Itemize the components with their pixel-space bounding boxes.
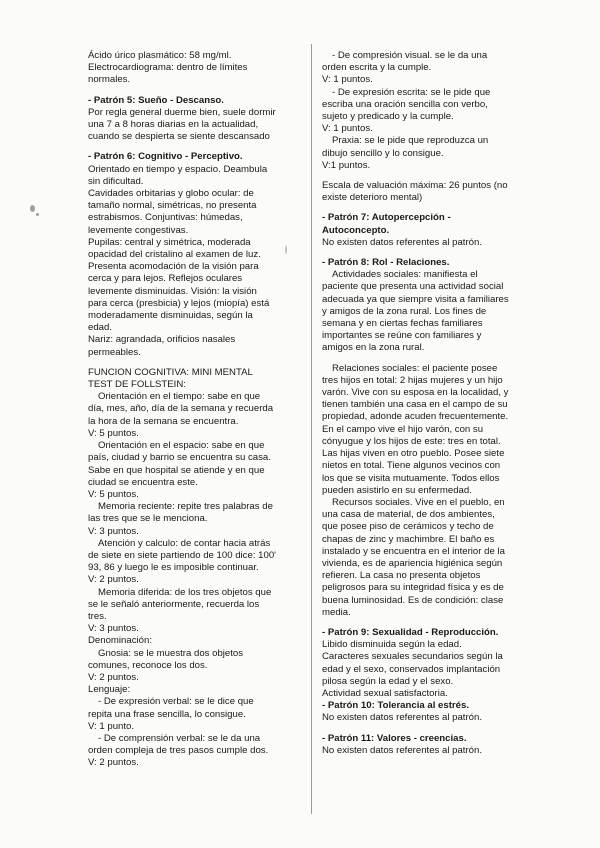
left-column [88, 50, 296, 770]
text-line: No existen datos referentes al patrón. [322, 712, 482, 724]
paragraph-gap [322, 249, 530, 257]
text-line: estrabismos. Conjuntivas: húmedas, [88, 212, 243, 224]
text-line: Denominación: [88, 635, 152, 647]
text-line: orden escrita y la cumple. [322, 62, 432, 74]
text-line: comunes, reconoce los dos. [88, 659, 208, 671]
text-line: Presenta acomodación de la visión para [88, 261, 259, 273]
text-line: Actividades sociales: manifiesta el [332, 269, 478, 281]
text-line: Memoria diferida: de los tres objetos que [98, 586, 272, 598]
text-line: edad y el sexo, conservados implantación [322, 663, 501, 675]
text-line: - De comprensión verbal: se le da una [98, 732, 261, 744]
text-line: de siete en siete partiendo de 100 dice: 100' [88, 549, 276, 561]
text-line: propiedad, adonde acuden frecuentemente. [322, 411, 509, 423]
text-line: Ácido úrico plasmático: 58 mg/ml. [88, 50, 232, 61]
text-line: una 7 a 8 horas diarias en la actualidad, [88, 119, 259, 131]
text-line: V: 3 puntos. [88, 525, 139, 537]
text-line: V: 1 puntos. [322, 74, 373, 86]
text-line: TEST DE FOLLSTEIN: [88, 379, 186, 391]
text-line: buena luminosidad. Es de condición: clase [322, 594, 504, 606]
text-line: Praxia: se le pide que reproduzca un [332, 135, 489, 147]
text-line: normales. [88, 74, 131, 86]
text-line: No existen datos referentes al patrón. [322, 744, 482, 756]
text-line: los que se visita mutuamente. Todos ellos [322, 472, 500, 484]
text-line: Orientado en tiempo y espacio. Deambula [88, 163, 268, 175]
section-heading: - Patrón 9: Sexualidad - Reproducción. [322, 626, 499, 638]
text-line: 93, 86 y luego le es imposible continuar. [88, 562, 259, 574]
text-line: Cavidades orbitarias y globo ocular: de [88, 188, 254, 200]
text-line: levemente disminuidas. Visión: la visión [88, 285, 257, 297]
text-line: sujeto y predicado y la cumple. [322, 111, 454, 123]
text-line: tamaño normal, simétricas, no presenta [88, 200, 257, 212]
text-line: V: 3 puntos. [88, 623, 139, 635]
text-line: FUNCION COGNITIVA: MINI MENTAL [88, 366, 253, 378]
text-line: Nariz: agrandada, orificios nasales [88, 334, 236, 346]
right-column [322, 50, 530, 757]
paragraph-gap [88, 359, 296, 367]
text-line: tienen también una casa en el campo de su [322, 399, 508, 411]
text-line: país, ciudad y barrio se encuentra su casa. [88, 452, 271, 464]
text-line: V: 2 puntos. [88, 757, 139, 769]
text-line: Escala de valuación máxima: 26 puntos (no [322, 180, 508, 192]
text-line: sin dificultad. [88, 175, 144, 187]
text-line: cuando se despierta se siente descansado [88, 131, 270, 143]
text-line: instalado y se encuentra en el interior de la [322, 545, 505, 557]
text-line: tres hijos en total: 2 hijas mujeres y un hijo [322, 374, 503, 386]
text-line: Lenguaje: [88, 684, 131, 696]
text-line: tres. [88, 610, 107, 622]
text-line: Orientación en el espacio: sabe en que [98, 440, 265, 452]
text-line: - De expresión verbal: se le dice que [98, 696, 254, 708]
section-heading: - Patrón 7: Autopercepción - [322, 212, 451, 224]
text-line: Sabe en que hospital se atiende y en que [88, 464, 265, 476]
text-line: cerca y para lejos. Reflejos oculares [88, 273, 243, 285]
text-line: Orientación en el tiempo: sabe en que [98, 391, 261, 403]
text-line: V: 1 puntos. [322, 123, 373, 135]
text-line: amigos en la zona rural. [322, 342, 425, 354]
text-line: V: 1 punto. [88, 720, 135, 732]
text-line: pueden asistirlo en su enfermedad. [322, 484, 472, 496]
text-line: día, mes, año, día de la semana y recuerda [88, 403, 274, 415]
text-line: semana y en ciertas fechas familiares [322, 318, 483, 330]
text-line: Actividad sexual satisfactoria. [322, 687, 448, 699]
text-line: moderadamente disminuidas, según la [88, 310, 253, 322]
text-line: existe deterioro mental) [322, 192, 423, 204]
text-line: orden compleja de tres pasos cumple dos. [88, 745, 269, 757]
text-line: permeables. [88, 346, 141, 358]
text-line: peligrosos para su integridad física y es de [322, 582, 504, 594]
paragraph-gap [88, 143, 296, 151]
text-line: - De compresión visual. se le da una [332, 50, 488, 61]
text-line: y amigos de la zona rural. Los fines de [322, 305, 487, 317]
text-line: V: 5 puntos. [88, 427, 139, 439]
scan-speck [285, 245, 287, 254]
text-line: Caracteres sexuales secundarios según la [322, 651, 503, 663]
text-line: Memoria reciente: repite tres palabras de [98, 501, 273, 513]
text-line: cónyugue y los hijos de este: tres en total. [322, 435, 501, 447]
paragraph-gap [322, 172, 530, 180]
section-heading: - Patrón 11: Valores - creencias. [322, 732, 467, 744]
text-line: vivienda, es de apariencia higiénica según [322, 557, 503, 569]
text-line: levemente congestivas. [88, 224, 189, 236]
text-line: se le señaló anteriormente, recuerda los [88, 598, 260, 610]
text-line: V: 2 puntos. [88, 574, 139, 586]
text-line: edad. [88, 322, 113, 334]
paragraph-gap [322, 204, 530, 212]
text-line: - De expresión escrita: se le pide que [332, 86, 491, 98]
section-heading: Autoconcepto. [322, 224, 390, 236]
text-line: pilosa según la edad y el sexo. [322, 675, 454, 687]
paragraph-gap [322, 725, 530, 733]
text-line: Por regla general duerme bien, suele dormir [88, 106, 276, 118]
text-line: Recursos sociales. Vive en el pueblo, en [332, 496, 505, 508]
text-line: la hora de la semana se encuentra. [88, 415, 239, 427]
paragraph-gap [322, 355, 530, 363]
section-heading: - Patrón 5: Sueño - Descanso. [88, 94, 224, 106]
text-line: Relaciones sociales: el paciente posee [332, 362, 498, 374]
scan-speck [30, 205, 35, 212]
text-line: Pupilas: central y simétrica, moderada [88, 236, 251, 248]
text-line: dibujo sencillo y lo consigue. [322, 147, 444, 159]
text-line: varón. Vive con su esposa en la localidad, y [322, 387, 509, 399]
text-line: una casa de material, de dos ambientes, [322, 509, 495, 521]
paragraph-gap [88, 87, 296, 95]
text-line: que posee piso de cerámicos y techo de [322, 521, 494, 533]
text-line: adecuada ya que siempre visita a familiares [322, 293, 509, 305]
text-line: media. [322, 606, 351, 618]
text-line: Electrocardiograma: dentro de límites [88, 62, 248, 74]
section-heading: - Patrón 8: Rol - Relaciones. [322, 257, 450, 269]
text-line: opacidad del cristalino al examen de luz. [88, 249, 261, 261]
text-line: ciudad se encuentra este. [88, 476, 198, 488]
text-line: No existen datos referentes al patrón. [322, 236, 482, 248]
text-line: las tres que se le menciona. [88, 513, 208, 525]
text-line: escriba una oración sencilla con verbo, [322, 98, 488, 110]
text-line: Las hijas viven en otro pueblo. Posee siete [322, 448, 505, 460]
text-line: paciente que presenta una actividad social [322, 281, 504, 293]
text-line: nietos en total. Tiene algunos vecinos con [322, 460, 501, 472]
text-line: repita una frase sencilla, lo consigue. [88, 708, 246, 720]
text-line: para cerca (presbicia) y lejos (miopía) está [88, 297, 270, 309]
text-line: V: 5 puntos. [88, 488, 139, 500]
text-line: Gnosia: se le muestra dos objetos [98, 647, 244, 659]
section-heading: - Patrón 6: Cognitivo - Perceptivo. [88, 151, 243, 163]
text-line: chapas de zinc y machimbre. El baño es [322, 533, 495, 545]
text-line: Libido disminuida según la edad. [322, 639, 462, 651]
text-line: importantes se reúne con familiares y [322, 330, 482, 342]
text-line: refieren. La casa no presenta objetos [322, 570, 481, 582]
column-divider [311, 44, 312, 814]
text-line: Atención y calculo: de contar hacia atrás [98, 537, 271, 549]
section-heading: - Patrón 10: Tolerancia al estrés. [322, 700, 469, 712]
text-line: V:1 puntos. [322, 159, 371, 171]
text-line: En el campo vive el hijo varón, con su [322, 423, 484, 435]
paragraph-gap [322, 619, 530, 627]
scan-speck [36, 213, 39, 216]
text-line: V: 2 puntos. [88, 671, 139, 683]
